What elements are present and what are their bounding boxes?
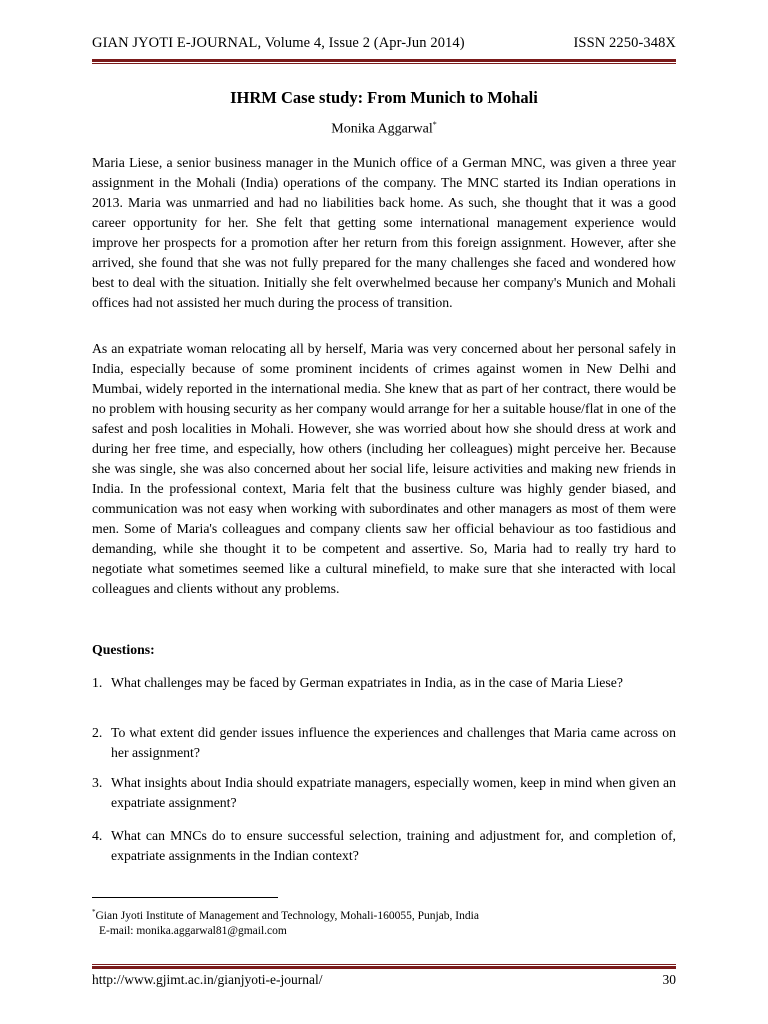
- question-item: [92, 723, 676, 763]
- footnote-marker: *: [92, 908, 96, 916]
- page-number: 30: [662, 972, 676, 987]
- running-footer: [92, 972, 676, 988]
- article-title: IHRM Case study: From Munich to Mohali: [230, 88, 538, 107]
- journal-citation: GIAN JYOTI E-JOURNAL, Volume 4, Issue 2 (Apr-Jun 2014): [92, 35, 465, 51]
- footnote: [92, 905, 479, 939]
- issn-label: ISSN 2250-348X: [573, 35, 676, 51]
- question-text: To what extent did gender issues influence the experiences and challenges that Maria came across on her assignment?: [111, 725, 676, 760]
- question-text: What can MNCs do to ensure successful selection, training and adjustment for, and completion of, expatriate assignments in the Indian context?: [111, 828, 676, 863]
- question-number: 2.: [92, 725, 103, 740]
- question-number: 3.: [92, 775, 103, 790]
- question-text: What challenges may be faced by German expatriates in India, as in the case of Maria Liese?: [111, 675, 623, 690]
- author-line: [92, 120, 676, 138]
- question-item: [92, 673, 676, 693]
- question-text: What insights about India should expatriate managers, especially women, keep in mind when given an expatriate assignment?: [111, 775, 676, 810]
- body-paragraph-1: Maria Liese, a senior business manager in the Munich office of a German MNC, was given a three year assignment in the Mohali (India) operations of the company. The MNC started its Indian operations in 2013. Maria was unmarried and had no liabilities back home. As such, she thought that it was a good career opportunity for her. She felt that getting some international management experience would improve her prospects for a promotion after her return from this foreign assignment. However, after she arrived, she found that she was not fully prepared for the many challenges she faced and wondered how best to deal with the situation. Initially she felt overwhelmed because her company's Munich and Mohali offices had not assisted her much during the process of transition.: [92, 155, 676, 310]
- author-footnote-marker: *: [432, 120, 437, 129]
- footer-divider: [92, 964, 676, 970]
- question-item: [92, 773, 676, 813]
- footnote-email: E-mail: monika.aggarwal81@gmail.com: [99, 924, 287, 937]
- journal-url[interactable]: http://www.gjimt.ac.in/gianjyoti-e-journal/: [92, 972, 323, 987]
- body-paragraph-2: As an expatriate woman relocating all by herself, Maria was very concerned about her personal safely in India, especially because of some prominent incidents of crimes against women in New Delhi and Mumbai, widely reported in the international media. She knew that as part of her contract, there would be no problem with housing security as her company would arrange for her a suitable house/flat in one of the safest and posh localities in Mohali. However, she was worried about how she should dress at work and during her free time, and especially, how others (including her colleagues) might perceive her. Because she was single, she was also concerned about her social life, leisure activities and making new friends in India. In the professional context, Maria felt that the business culture was highly gender biased, and communication was not easy when working with subordinates and other managers as most of them were men. Some of Maria's colleagues and company clients saw her official behaviour as too fastidious and demanding, while she thought it to be competent and assertive. So, Maria had to really try hard to negotiate what sometimes seemed like a cultural minefield, to make sure that she interacted with local colleagues and clients without any problems.: [92, 341, 676, 596]
- questions-heading: Questions:: [92, 642, 155, 657]
- footnote-affiliation: Gian Jyoti Institute of Management and Technology, Mohali-160055, Punjab, India: [95, 909, 479, 922]
- question-number: 1.: [92, 675, 103, 690]
- running-header: [92, 35, 676, 52]
- footnote-divider: [92, 897, 278, 898]
- question-item: [92, 826, 676, 866]
- question-number: 4.: [92, 828, 103, 843]
- author-name: Monika Aggarwal: [331, 121, 433, 137]
- header-divider: [92, 59, 676, 65]
